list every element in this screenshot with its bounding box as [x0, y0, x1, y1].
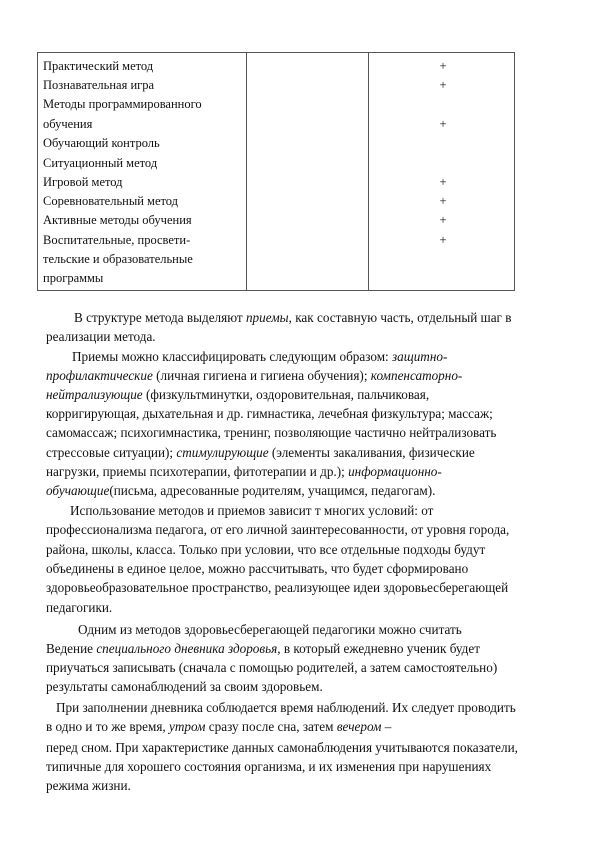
table-row-label: тельские и образовательные [43, 252, 193, 266]
table-row-label: Ситуационный метод [43, 156, 158, 170]
paragraph-line: здоровьеобразовательное пространство, реализующее идеи здоровьесберегающей [46, 580, 509, 595]
table-row-label: Практический метод [43, 59, 154, 73]
table-row-mark [438, 269, 448, 288]
paragraph-line: Приемы можно классифицировать следующим образом: защитно- [72, 349, 448, 364]
paragraph-line: При заполнении дневника соблюдается время наблюдений. Их следует проводить [56, 700, 516, 715]
paragraph-line: нейтрализующие (физкультминутки, оздоровительная, пальчиковая, [46, 387, 430, 402]
paragraph-line: корригирующая, дыхательная и др. гимнастика, лечебная физкультура; массаж; [46, 406, 493, 421]
table-row-label: обучения [43, 117, 93, 131]
table-row-label: Обучающий контроль [43, 136, 160, 150]
table-row-label: Методы программированного [43, 97, 202, 111]
paragraph-line: в одно и то же время, утром сразу после сна, затем вечером – [46, 719, 392, 734]
paragraph-line: результаты самонаблюдений за своим здоровьем. [46, 679, 323, 694]
paragraph-line: нагрузки, приемы психотерапии, фитотерапии и др.); информационно- [46, 464, 442, 479]
paragraph-line: В структуре метода выделяют приемы, как составную часть, отдельный шаг в [74, 310, 512, 325]
table-row-mark: + [439, 78, 447, 92]
table-row-label: программы [43, 271, 104, 285]
table-row-mark: + [439, 175, 447, 189]
table-row-mark: + [439, 233, 447, 247]
table-row-mark: + [439, 59, 447, 73]
paragraph-line: самомассаж; психогимнастика, тренинг, позволяющие частично нейтрализовать [46, 425, 497, 440]
table-row-mark [438, 154, 448, 173]
paragraph-line: режима жизни. [46, 778, 131, 793]
table-row-mark: + [439, 194, 447, 208]
paragraph-line: района, школы, класса. Только при условии, что все отдельные подходы будут [46, 542, 486, 557]
paragraph-line: стрессовые ситуации); стимулирующие (элементы закаливания, физические [46, 445, 475, 460]
paragraph-line: Ведение специального дневника здоровья, в который ежедневно ученик будет [46, 641, 480, 656]
table-row-mark [438, 134, 448, 153]
paragraph-line: реализации метода. [46, 329, 156, 344]
table-row-mark [438, 95, 448, 114]
table-row-label: Познавательная игра [43, 78, 155, 92]
paragraph-line: обучающие(письма, адресованные родителям, учащимся, педагогам). [46, 483, 436, 498]
methods-table [37, 52, 515, 291]
paragraph-line: профессионализма педагога, от его личной заинтересованности, от уровня города, [46, 522, 510, 537]
paragraph-line: педагогики. [46, 600, 113, 615]
table-row-mark: + [439, 213, 447, 227]
paragraph-line: объединены в единое целое, можно рассчитывать, что будет сформировано [46, 561, 469, 576]
table-row-mark [438, 250, 448, 269]
paragraph-line: Использование методов и приемов зависит т многих условий: от [70, 503, 434, 518]
table-row-label: Игровой метод [43, 175, 123, 189]
table-row-label: Соревновательный метод [43, 194, 179, 208]
table-row-mark: + [439, 117, 447, 131]
table-row-label: Воспитательные, просвети- [43, 233, 191, 247]
paragraph-line: перед сном. При характеристике данных самонаблюдения учитываются показатели, [46, 740, 518, 755]
table-column-divider [368, 53, 369, 290]
paragraph-line: Одним из методов здоровьесберегающей педагогики можно считать [78, 622, 462, 637]
paragraph-line: типичные для хорошего состояния организма, и их изменения при нарушениях [46, 759, 492, 774]
paragraph-line: профилактические (личная гигиена и гигиена обучения); компенсаторно- [46, 368, 463, 383]
table-row-label: Активные методы обучения [43, 213, 192, 227]
paragraph-line: приучаться записывать (сначала с помощью родителей, а затем самостоятельно) [46, 660, 498, 675]
table-column-divider [246, 53, 247, 290]
